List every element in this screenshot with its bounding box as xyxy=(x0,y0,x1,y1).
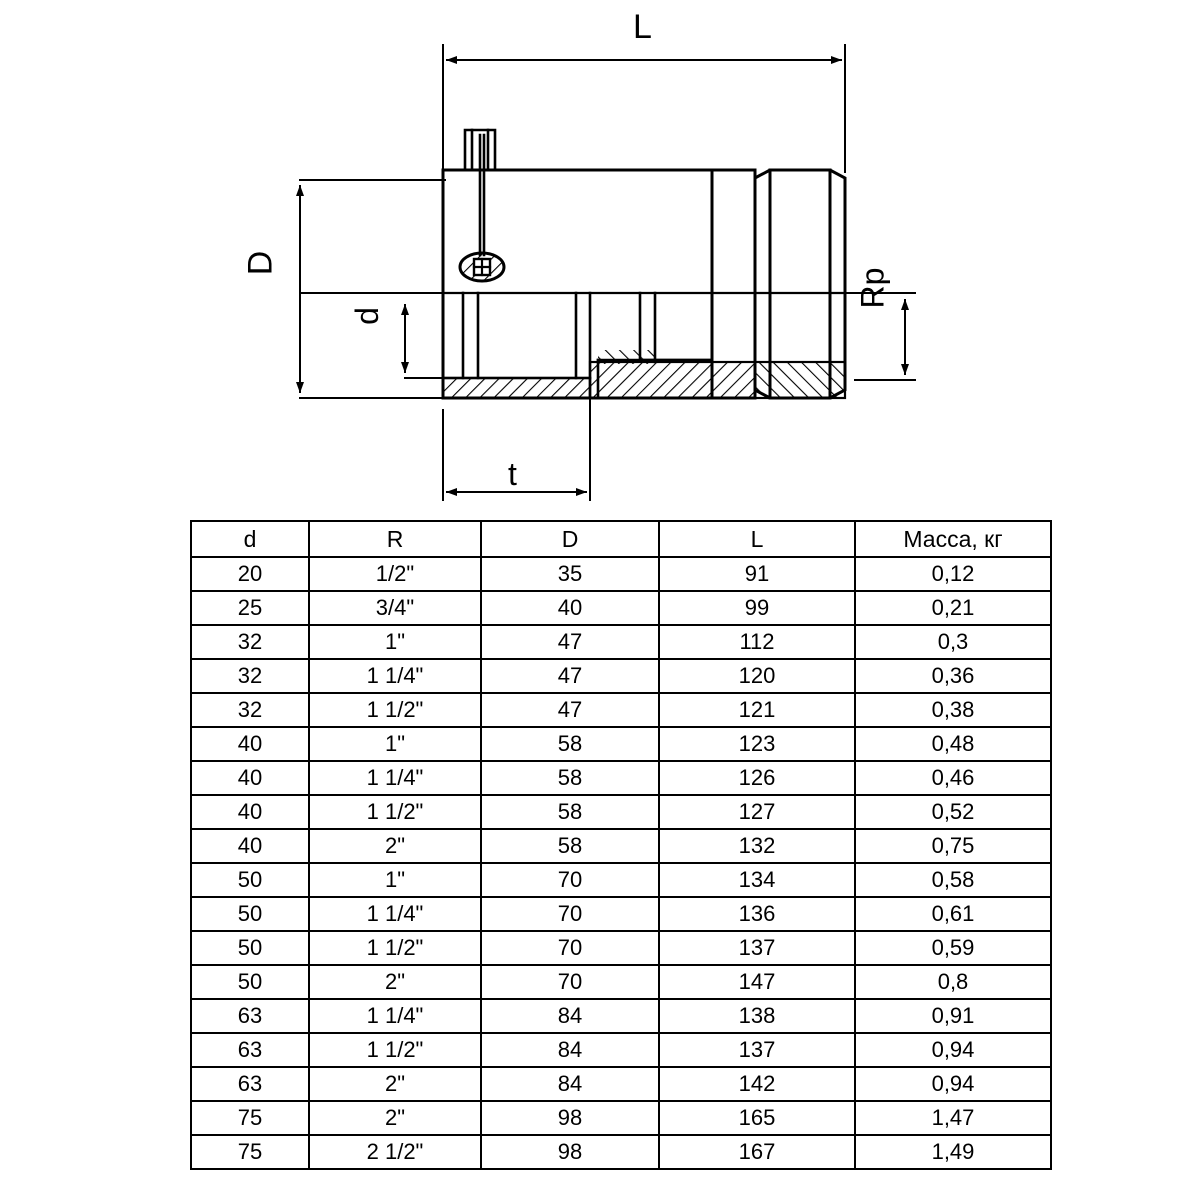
table-row xyxy=(191,557,1051,591)
cell-d: 32 xyxy=(191,625,309,659)
cell-D: 84 xyxy=(481,1033,659,1067)
cell-L: 132 xyxy=(659,829,855,863)
cell-d: 32 xyxy=(191,693,309,727)
label-L: L xyxy=(633,8,652,46)
cell-r: 1 1/2" xyxy=(309,795,481,829)
cell-r: 2" xyxy=(309,829,481,863)
specification-table xyxy=(190,520,1052,1170)
dimension-D xyxy=(300,180,445,398)
fitting-cross-section-svg xyxy=(0,0,1200,520)
cell-d: 75 xyxy=(191,1101,309,1135)
table-row xyxy=(191,1067,1051,1101)
cell-r: 1 1/4" xyxy=(309,761,481,795)
table-row xyxy=(191,795,1051,829)
cell-d: 50 xyxy=(191,965,309,999)
cell-d: 40 xyxy=(191,727,309,761)
cell-D: 58 xyxy=(481,795,659,829)
cell-d: 25 xyxy=(191,591,309,625)
cell-r: 1/2" xyxy=(309,557,481,591)
table-row xyxy=(191,829,1051,863)
cell-d: 50 xyxy=(191,931,309,965)
cell-mass: 0,52 xyxy=(855,795,1051,829)
table-header-row xyxy=(191,521,1051,557)
cell-mass: 0,8 xyxy=(855,965,1051,999)
cell-L: 147 xyxy=(659,965,855,999)
cell-r: 1 1/4" xyxy=(309,659,481,693)
table-row xyxy=(191,863,1051,897)
cell-r: 1" xyxy=(309,727,481,761)
cell-r: 2" xyxy=(309,1101,481,1135)
cell-D: 84 xyxy=(481,1067,659,1101)
dimension-d xyxy=(405,293,443,378)
cell-r: 1" xyxy=(309,625,481,659)
cell-L: 134 xyxy=(659,863,855,897)
cell-r: 1 1/4" xyxy=(309,897,481,931)
cell-mass: 0,75 xyxy=(855,829,1051,863)
label-t: t xyxy=(508,456,517,492)
cell-L: 167 xyxy=(659,1135,855,1169)
cell-L: 127 xyxy=(659,795,855,829)
table-row xyxy=(191,1101,1051,1135)
cell-d: 20 xyxy=(191,557,309,591)
cell-d: 40 xyxy=(191,761,309,795)
cell-D: 70 xyxy=(481,965,659,999)
cell-r: 1" xyxy=(309,863,481,897)
cell-mass: 1,47 xyxy=(855,1101,1051,1135)
cell-L: 142 xyxy=(659,1067,855,1101)
cell-D: 98 xyxy=(481,1101,659,1135)
cell-D: 58 xyxy=(481,829,659,863)
cell-mass: 0,48 xyxy=(855,727,1051,761)
cell-mass: 0,61 xyxy=(855,897,1051,931)
cell-L: 136 xyxy=(659,897,855,931)
cell-L: 112 xyxy=(659,625,855,659)
cell-d: 63 xyxy=(191,1033,309,1067)
table-row xyxy=(191,931,1051,965)
cell-r: 2" xyxy=(309,965,481,999)
table-row xyxy=(191,727,1051,761)
cell-D: 84 xyxy=(481,999,659,1033)
cell-r: 3/4" xyxy=(309,591,481,625)
table-row xyxy=(191,659,1051,693)
cell-D: 35 xyxy=(481,557,659,591)
cell-r: 2" xyxy=(309,1067,481,1101)
table-row xyxy=(191,1135,1051,1169)
cell-L: 165 xyxy=(659,1101,855,1135)
table-header-cell: Масса, кг xyxy=(855,521,1051,557)
cell-L: 123 xyxy=(659,727,855,761)
cell-r: 1 1/4" xyxy=(309,999,481,1033)
table-body xyxy=(191,557,1051,1169)
dimension-L xyxy=(443,45,845,172)
cell-D: 98 xyxy=(481,1135,659,1169)
cell-r: 2 1/2" xyxy=(309,1135,481,1169)
cell-D: 70 xyxy=(481,863,659,897)
table-row xyxy=(191,625,1051,659)
cell-L: 126 xyxy=(659,761,855,795)
table-row xyxy=(191,761,1051,795)
cell-L: 138 xyxy=(659,999,855,1033)
cell-mass: 0,94 xyxy=(855,1033,1051,1067)
cell-d: 40 xyxy=(191,829,309,863)
cell-mass: 0,36 xyxy=(855,659,1051,693)
section-hatching xyxy=(443,350,845,398)
cell-r: 1 1/2" xyxy=(309,1033,481,1067)
cell-D: 47 xyxy=(481,659,659,693)
cell-r: 1 1/2" xyxy=(309,693,481,727)
cell-mass: 0,59 xyxy=(855,931,1051,965)
technical-drawing xyxy=(0,0,1200,520)
cell-L: 99 xyxy=(659,591,855,625)
cell-mass: 0,58 xyxy=(855,863,1051,897)
cell-D: 70 xyxy=(481,931,659,965)
cell-d: 50 xyxy=(191,863,309,897)
cell-mass: 0,3 xyxy=(855,625,1051,659)
cell-d: 40 xyxy=(191,795,309,829)
cell-mass: 0,46 xyxy=(855,761,1051,795)
table-header-cell: L xyxy=(659,521,855,557)
table-row xyxy=(191,999,1051,1033)
label-Rp: Rp xyxy=(854,267,891,309)
cell-mass: 0,91 xyxy=(855,999,1051,1033)
cell-L: 120 xyxy=(659,659,855,693)
cell-d: 63 xyxy=(191,999,309,1033)
table-row xyxy=(191,1033,1051,1067)
table-header-cell: R xyxy=(309,521,481,557)
cell-L: 121 xyxy=(659,693,855,727)
cell-d: 32 xyxy=(191,659,309,693)
cell-r: 1 1/2" xyxy=(309,931,481,965)
top-screw-detail xyxy=(465,130,495,255)
cell-D: 47 xyxy=(481,625,659,659)
cell-D: 70 xyxy=(481,897,659,931)
marker-circle xyxy=(460,253,504,281)
table-header-cell: D xyxy=(481,521,659,557)
table-row xyxy=(191,965,1051,999)
cell-D: 58 xyxy=(481,727,659,761)
cell-mass: 0,21 xyxy=(855,591,1051,625)
cell-mass: 1,49 xyxy=(855,1135,1051,1169)
cell-d: 75 xyxy=(191,1135,309,1169)
label-d: d xyxy=(348,307,385,325)
cell-L: 137 xyxy=(659,931,855,965)
table-row xyxy=(191,591,1051,625)
table-header-cell: d xyxy=(191,521,309,557)
cell-mass: 0,94 xyxy=(855,1067,1051,1101)
cell-L: 137 xyxy=(659,1033,855,1067)
table-row xyxy=(191,693,1051,727)
cell-d: 50 xyxy=(191,897,309,931)
cell-mass: 0,12 xyxy=(855,557,1051,591)
cell-mass: 0,38 xyxy=(855,693,1051,727)
label-D: D xyxy=(241,250,280,276)
cell-L: 91 xyxy=(659,557,855,591)
cell-D: 40 xyxy=(481,591,659,625)
table-row xyxy=(191,897,1051,931)
cell-d: 63 xyxy=(191,1067,309,1101)
cell-D: 58 xyxy=(481,761,659,795)
cell-D: 47 xyxy=(481,693,659,727)
